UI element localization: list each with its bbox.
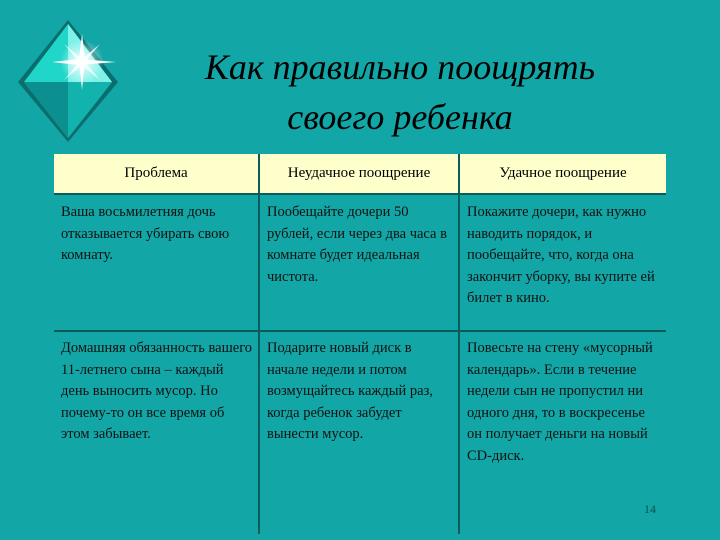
star-diamond-logo-icon [12, 14, 124, 146]
row1-bad-reward: Пообещайте дочери 50 рублей, если через два часа в комнате будет идеальная чистота. [267, 204, 447, 285]
column-divider [258, 154, 260, 534]
header-good-reward: Удачное поощрение [460, 154, 666, 193]
slide-title [140, 42, 660, 142]
title-line-2: своего ребенка [287, 97, 513, 137]
row2-bad-reward: Подарите новый диск в начале недели и потом возмущайтесь каждый раз, когда ребенок забудет вынести мусор. [267, 340, 433, 442]
header-bad-reward: Неудачное поощрение [260, 154, 458, 193]
column-divider [458, 154, 460, 534]
title-line-1: Как правильно поощрять [204, 47, 596, 87]
header-problem: Проблема [54, 154, 258, 193]
row2-problem: Домашняя обязанность вашего 11-летнего сына – каждый день выносить мусор. Но почему-то он все время об этом забывает. [61, 340, 253, 442]
row1-problem: Ваша восьмилетняя дочь отказывается убирать свою комнату. [61, 204, 230, 263]
row2-good-reward: Повесьте на стену «мусорный календарь». Если в течение недели сын не пропустил ни одного дня, то в воскресенье он получает деньги на новый CD-диск. [467, 340, 653, 464]
row1-good-reward: Покажите дочери, как нужно наводить порядок, и пообещайте, что, когда она закончит уборку, вы купите ей билет в кино. [467, 204, 655, 306]
row-divider [54, 330, 666, 332]
header-divider [54, 193, 666, 195]
comparison-table [54, 154, 666, 534]
page-number: 14 [644, 502, 656, 516]
